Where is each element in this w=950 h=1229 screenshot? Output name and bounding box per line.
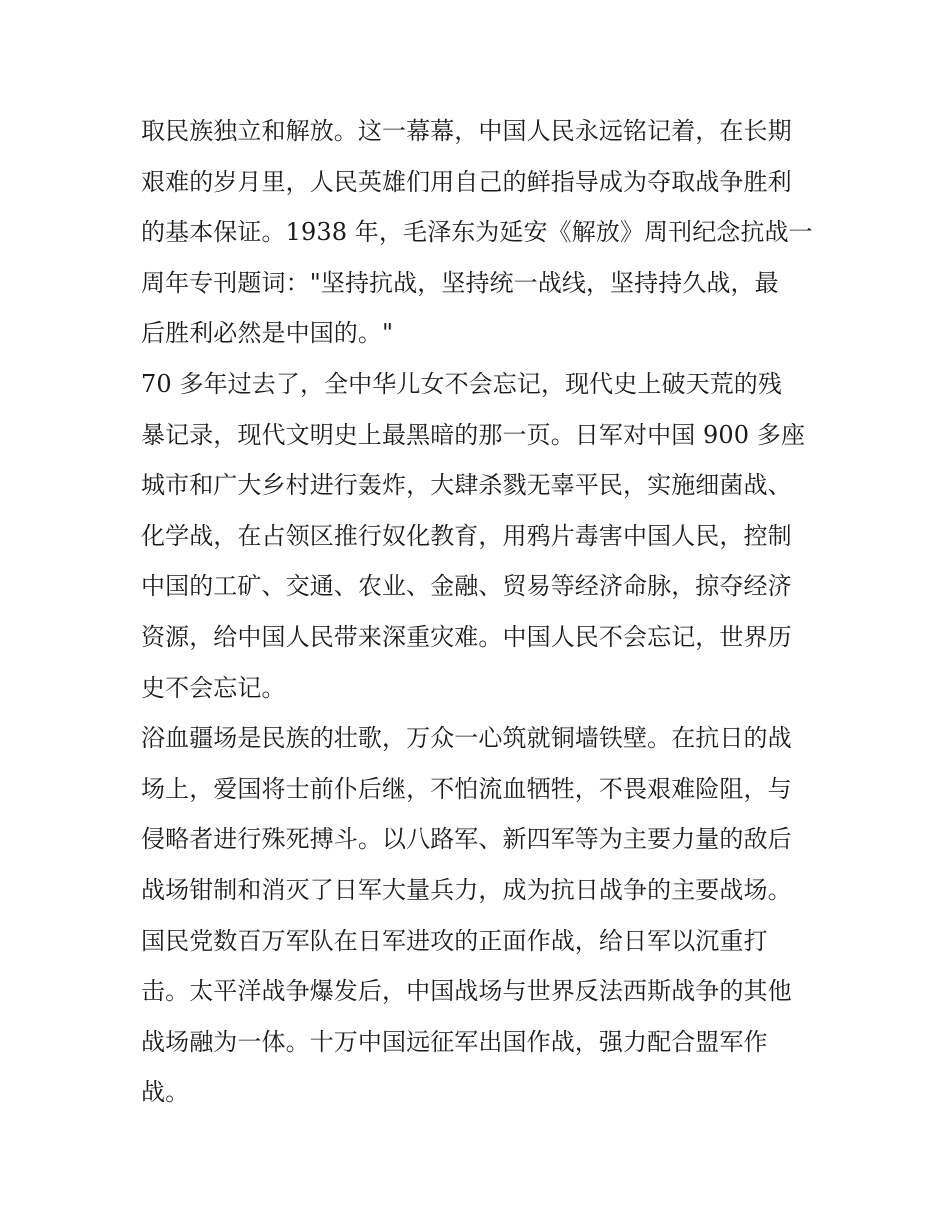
text-line: 击。太平洋战争爆发后，中国战场与世界反法西斯战争的其他	[141, 977, 792, 1006]
text-line: 战场钳制和消灭了日军大量兵力，成为抗日战争的主要战场。	[141, 875, 792, 904]
text-line: 侵略者进行殊死搏斗。以八路军、新四军等为主要力量的敌后	[141, 825, 792, 854]
text-line: 国民党数百万军队在日军进攻的正面作战，给日军以沉重打	[141, 926, 768, 955]
text-line: 艰难的岁月里，人民英雄们用自己的鲜指导成为夺取战争胜利	[141, 167, 792, 196]
text-line: 场上，爱国将士前仆后继，不怕流血牺牲，不畏艰难险阻，与	[141, 774, 792, 803]
text-line: 的基本保证。1938 年，毛泽东为延安《解放》周刊纪念抗战一	[141, 218, 813, 247]
text-line: 城市和广大乡村进行轰炸，大肆杀戮无辜平民，实施细菌战、	[141, 471, 792, 500]
text-line: 暴记录，现代文明史上最黑暗的那一页。日军对中国 900 多座	[141, 420, 806, 449]
text-line: 战场融为一体。十万中国远征军出国作战，强力配合盟军作	[141, 1027, 768, 1056]
text-line: 后胜利必然是中国的。"	[141, 319, 394, 348]
text-line: 战。	[141, 1078, 190, 1107]
text-line: 浴血疆场是民族的壮歌，万众一心筑就铜墙铁壁。在抗日的战	[141, 724, 792, 753]
text-line: 70 多年过去了，全中华儿女不会忘记，现代史上破天荒的残	[141, 369, 782, 398]
text-line: 周年专刊题词："坚持抗战，坚持统一战线，坚持持久战，最	[141, 268, 779, 297]
text-line: 取民族独立和解放。这一幕幕，中国人民永远铭记着，在长期	[141, 117, 792, 145]
text-line: 资源，给中国人民带来深重灾难。中国人民不会忘记，世界历	[141, 622, 792, 651]
text-line: 化学战，在占领区推行奴化教育，用鸦片毒害中国人民，控制	[141, 521, 792, 550]
text-line: 中国的工矿、交通、农业、金融、贸易等经济命脉，掠夺经济	[141, 572, 792, 601]
document-body	[141, 106, 813, 1118]
text-line: 史不会忘记。	[141, 673, 286, 702]
